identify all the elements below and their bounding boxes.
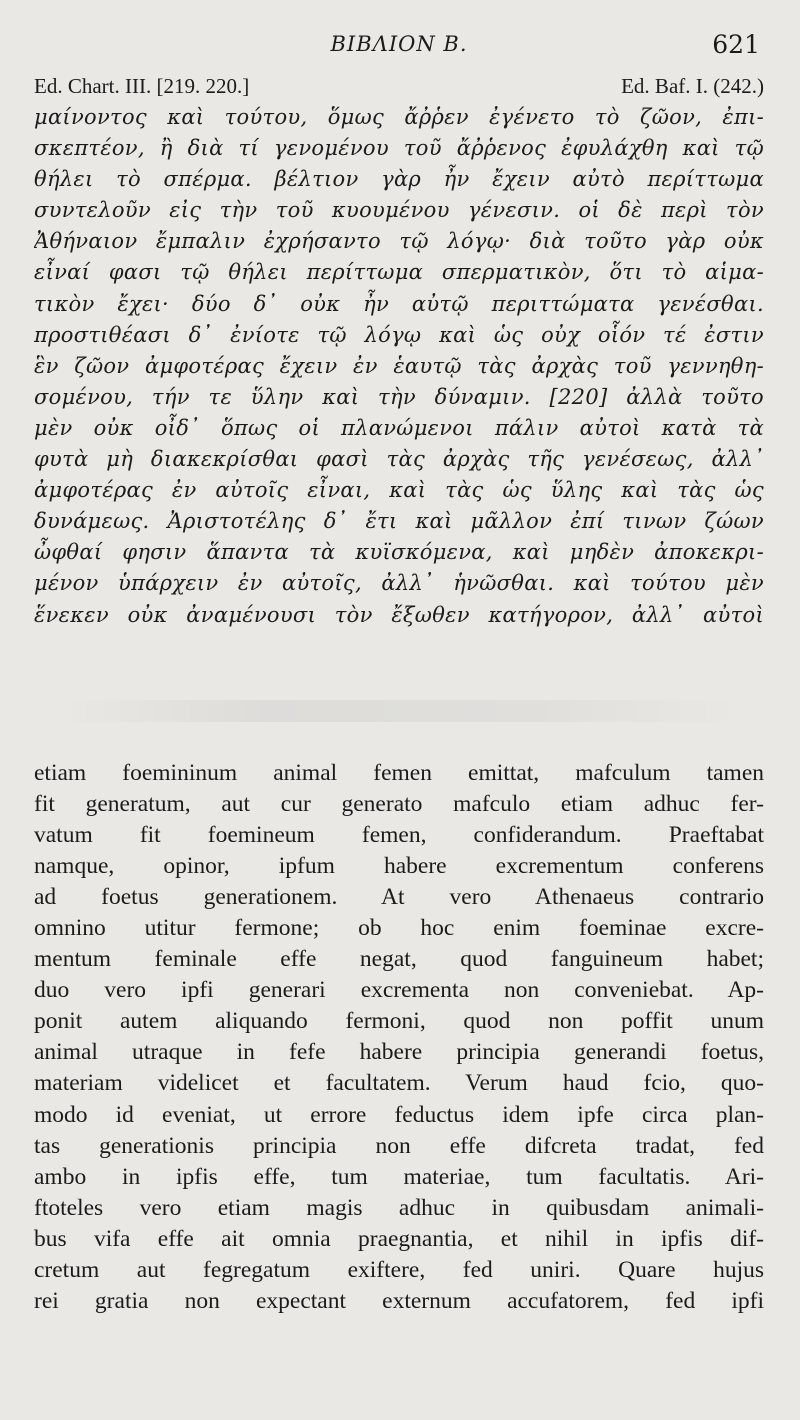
- latin-text-block: [34, 758, 764, 1317]
- greek-text-line: ἓν ζῶον ἀμφοτέρας ἔχειν ἐν ἑαυτῷ τὰς ἀρχὰς τοῦ γεννηθη-: [34, 353, 764, 378]
- greek-text-line: σομένου, τήν τε ὕλην καὶ τὴν δύναμιν. [220] ἀλλὰ τοῦτο: [34, 384, 764, 409]
- greek-text-block: [34, 102, 764, 631]
- greek-text-line: μαίνοντος καὶ τούτου, ὅμως ἄῤῥεν ἐγένετο τὸ ζῶον, ἐπι-: [34, 105, 764, 129]
- latin-text-line: ponit autem aliquando fermoni, quod non poffit unum: [34, 1008, 764, 1035]
- edition-chart-reference: Ed. Chart. III. [219. 220.]: [34, 74, 250, 98]
- greek-text-line: τικὸν ἔχει· δύο δ᾽ οὐκ ἦν αὐτῷ περιττώματα γενέσθαι.: [34, 291, 764, 316]
- latin-text-line: omnino utitur fermone; ob hoc enim foeminae excre-: [34, 915, 764, 942]
- latin-text-line: animal utraque in fefe habere principia generandi foetus,: [34, 1039, 764, 1066]
- latin-text-line: cretum aut fegregatum exiftere, fed uniri. Quare hujus: [34, 1256, 764, 1283]
- greek-text-line: ἀμφοτέρας ἐν αὐτοῖς εἶναι, καὶ τὰς ὡς ὕλης καὶ τὰς ὡς: [34, 478, 764, 503]
- latin-text-line: rei gratia non expectant externum accufatorem, fed ipfi: [34, 1287, 764, 1314]
- latin-text-line: bus vifa effe ait omnia praegnantia, et nihil in ipfis dif-: [34, 1225, 764, 1252]
- greek-text-line: μένον ὑπάρχειν ἐν αὐτοῖς, ἀλλ᾽ ἡνῶσθαι. καὶ τούτου μὲν: [34, 571, 764, 596]
- page-number: 621: [712, 30, 760, 59]
- latin-text-line: fit generatum, aut cur generato mafculo etiam adhuc fer-: [34, 791, 764, 818]
- edition-references: [34, 74, 764, 100]
- bleed-through-smudge: [60, 700, 740, 722]
- greek-text-line: δυνάμεως. Ἀριστοτέλης δ᾽ ἔτι καὶ μᾶλλον ἐπί τινων ζώων: [34, 509, 764, 534]
- greek-text-line: σκεπτέον, ἢ διὰ τί γενομένου τοῦ ἄῤῥενος ἐφυλάχθη καὶ τῷ: [34, 136, 764, 161]
- greek-text-line: θήλει τὸ σπέρμα. βέλτιον γὰρ ἦν ἔχειν αὐτὸ περίττωμα: [34, 167, 764, 192]
- latin-text-line: ambo in ipfis effe, tum materiae, tum facultatis. Ari-: [34, 1163, 764, 1190]
- latin-text-line: materiam videlicet et facultatem. Verum haud fcio, quo-: [34, 1070, 764, 1097]
- latin-text-line: ftoteles vero etiam magis adhuc in quibusdam animali-: [34, 1194, 764, 1221]
- book-title: ΒΙΒΛΙΟΝ Β.: [330, 32, 468, 56]
- latin-text-line: etiam foemininum animal femen emittat, mafculum tamen: [34, 760, 764, 786]
- greek-text-line: προστιθέασι δ᾽ ἐνίοτε τῷ λόγῳ καὶ ὡς οὐχ οἷόν τέ ἐστιν: [34, 322, 764, 347]
- greek-text-line: ὦφθαί φησιν ἅπαντα τὰ κυϊσκόμενα, καὶ μηδὲν ἀποκεκρι-: [34, 540, 764, 565]
- latin-text-line: namque, opinor, ipfum habere excrementum conferens: [34, 853, 764, 880]
- greek-text-line: συντελοῦν εἰς τὴν τοῦ κυουμένου γένεσιν. οἱ δὲ περὶ τὸν: [34, 198, 764, 223]
- latin-text-line: modo id eveniat, ut errore feductus idem ipfe circa plan-: [34, 1101, 764, 1128]
- greek-text-line: μὲν οὐκ οἶδ᾽ ὅπως οἱ πλανώμενοι πάλιν αὐτοὶ κατὰ τὰ: [34, 415, 764, 440]
- greek-text-line: Ἀθήναιον ἔμπαλιν ἐχρήσαντο τῷ λόγῳ· διὰ τοῦτο γὰρ οὐκ: [34, 229, 764, 254]
- latin-text-line: ad foetus generationem. At vero Athenaeus contrario: [34, 884, 764, 911]
- running-head: [34, 30, 764, 60]
- greek-text-line: φυτὰ μὴ διακεκρίσθαι φασὶ τὰς ἀρχὰς τῆς γενέσεως, ἀλλ᾽: [34, 447, 764, 472]
- latin-text-line: vatum fit foemineum femen, confiderandum. Praeftabat: [34, 822, 764, 849]
- greek-text-line: ἕνεκεν οὐκ ἀναμένουσι τὸν ἔξωθεν κατήγορον, ἀλλ᾽ αὐτοὶ: [34, 602, 764, 627]
- greek-text-line: εἶναί φασι τῷ θήλει περίττωμα σπερματικὸν, ὅτι τὸ αἱμα-: [34, 260, 764, 285]
- latin-text-line: tas generationis principia non effe difcreta tradat, fed: [34, 1132, 764, 1159]
- edition-basel-reference: Ed. Baf. I. (242.): [621, 74, 764, 98]
- latin-text-line: duo vero ipfi generari excrementa non conveniebat. Ap-: [34, 977, 764, 1004]
- latin-text-line: mentum feminale effe negat, quod fanguineum habet;: [34, 946, 764, 973]
